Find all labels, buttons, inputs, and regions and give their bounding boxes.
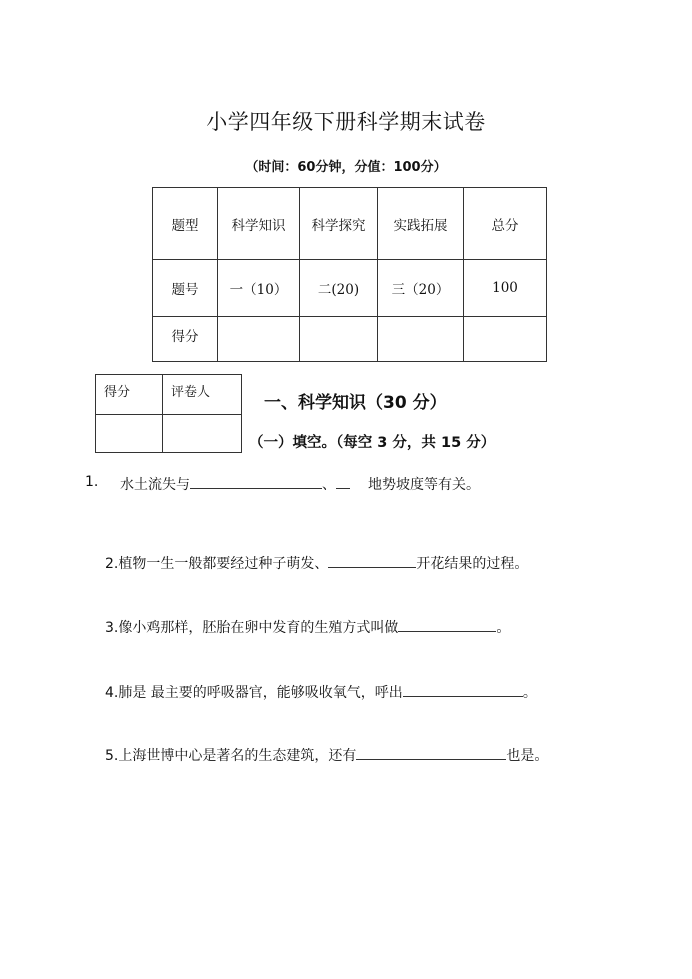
table-row — [153, 188, 547, 260]
answer-blank[interactable] — [190, 474, 322, 489]
question-text: 开花结果的过程。 — [416, 556, 529, 572]
table-cell: 100 — [464, 260, 547, 317]
table-cell: 科学知识 — [218, 188, 300, 260]
question-text: 、 — [322, 477, 336, 493]
table-header-cell: 评卷人 — [163, 375, 242, 415]
table-cell: 题型 — [153, 188, 218, 260]
answer-blank[interactable] — [336, 474, 350, 489]
subsection-heading: （一）填空。（每空 3 分，共 15 分） — [249, 435, 496, 451]
score-input-cell[interactable] — [218, 317, 300, 362]
table-cell: 三（20） — [378, 260, 464, 317]
score-table — [152, 187, 547, 362]
question-text: 水土流失与 — [120, 477, 190, 493]
section-heading: 一、科学知识（30 分） — [264, 393, 447, 413]
question-text: 4.肺是 最主要的呼吸器官，能够吸收氧气，呼出 — [105, 685, 403, 701]
table-row — [96, 415, 242, 453]
table-cell: 得分 — [153, 317, 218, 362]
table-cell: 一（10） — [218, 260, 300, 317]
score-input-cell[interactable] — [378, 317, 464, 362]
question-text: 3.像小鸡那样，胚胎在卵中发育的生殖方式叫做 — [105, 620, 399, 636]
question-5 — [105, 745, 548, 765]
page-title: 小学四年级下册科学期末试卷 — [206, 110, 486, 134]
question-text: 地势坡度等有关。 — [368, 477, 480, 493]
answer-blank[interactable] — [403, 682, 523, 697]
table-header-cell: 得分 — [96, 375, 163, 415]
table-row — [153, 260, 547, 317]
score-input-cell[interactable] — [464, 317, 547, 362]
answer-blank[interactable] — [356, 745, 506, 760]
grader-input-cell[interactable] — [163, 415, 242, 453]
question-2 — [105, 553, 528, 573]
table-cell: 科学探究 — [300, 188, 378, 260]
answer-blank[interactable] — [398, 617, 496, 632]
question-text: 5.上海世博中心是著名的生态建筑，还有 — [105, 748, 357, 764]
answer-blank[interactable] — [328, 553, 416, 568]
question-3 — [105, 617, 510, 637]
table-cell: 总分 — [464, 188, 547, 260]
question-text: 。 — [522, 685, 537, 701]
question-4 — [105, 682, 537, 702]
question-number: 1. — [85, 474, 99, 490]
table-row — [153, 317, 547, 362]
question-text: 。 — [496, 620, 511, 636]
table-cell: 实践拓展 — [378, 188, 464, 260]
question-text: 2.植物一生一般都要经过种子萌发、 — [105, 556, 329, 572]
table-cell: 二(20) — [300, 260, 378, 317]
question-1 — [120, 474, 480, 494]
score-input-cell[interactable] — [300, 317, 378, 362]
table-row — [96, 375, 242, 415]
table-cell: 题号 — [153, 260, 218, 317]
exam-time-score-info: （时间：60分钟，分值：100分） — [245, 160, 447, 175]
score-input-cell[interactable] — [96, 415, 163, 453]
question-text: 也是。 — [506, 748, 549, 764]
grader-table — [95, 374, 242, 453]
